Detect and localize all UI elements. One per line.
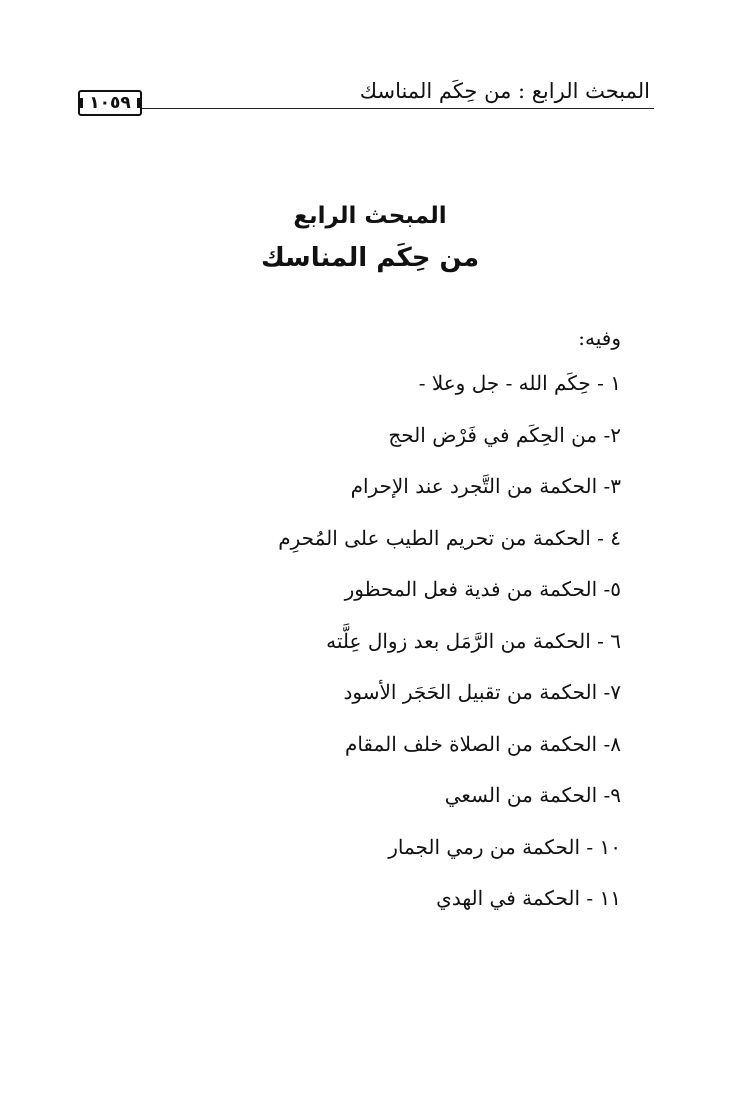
toc-item-text: الحكمة من التَّجرد عند الإحرام — [350, 474, 598, 498]
toc-item-separator: - — [597, 731, 611, 756]
toc-item — [201, 879, 621, 931]
toc-item-number: ١ — [610, 371, 621, 395]
toc-item-separator: - — [597, 474, 611, 498]
toc-item-number: ١١ — [599, 886, 621, 910]
contents-intro: وفيه: — [578, 326, 621, 350]
toc-item — [201, 828, 621, 880]
toc-item-text: من الحِكَم في فَرْض الحج — [388, 422, 598, 447]
toc-item-number: ٩ — [610, 783, 621, 807]
toc-item-separator: - — [590, 628, 611, 653]
toc-item-separator: - — [580, 886, 600, 910]
toc-item-separator: - — [590, 371, 611, 395]
header-title: المبحث الرابع : من حِكَم المناسك — [359, 79, 650, 103]
section-heading — [220, 196, 520, 280]
toc-item — [201, 364, 621, 416]
toc-item — [201, 570, 621, 622]
page-number: ١٠٥٩ — [78, 90, 142, 116]
contents-list — [201, 318, 621, 931]
section-title-line-2: من حِكَم المناسك — [260, 243, 480, 273]
running-header — [78, 76, 654, 116]
toc-item-number: ٣ — [610, 474, 621, 498]
toc-item-separator: - — [597, 577, 611, 601]
toc-item — [201, 776, 621, 828]
toc-item-separator: - — [597, 680, 611, 704]
toc-item-text: الحكمة من فدية فعل المحظور — [344, 577, 598, 601]
header-rule — [140, 108, 654, 109]
toc-item-separator: - — [597, 422, 611, 447]
toc-item-number: ٦ — [610, 628, 621, 653]
toc-item — [201, 467, 621, 519]
toc-item-separator: - — [590, 525, 611, 550]
toc-item-number: ٢ — [610, 422, 621, 447]
toc-list — [201, 364, 621, 931]
toc-item — [201, 622, 621, 674]
toc-item-text: الحكمة من رمي الجمار — [388, 834, 581, 859]
toc-item-text: حِكَم الله - جل وعلا - — [418, 371, 591, 395]
toc-item-number: ٥ — [610, 577, 621, 601]
toc-item-text: الحكمة من الصلاة خلف المقام — [344, 731, 598, 756]
toc-item — [201, 519, 621, 571]
toc-item-number: ٤ — [610, 525, 621, 550]
toc-item-text: الحكمة من تقبيل الحَجَر الأسود — [343, 680, 598, 704]
toc-item-text: الحكمة في الهدي — [436, 886, 581, 910]
toc-item-number: ٨ — [610, 731, 621, 756]
toc-item-separator: - — [580, 834, 600, 859]
section-title-line-1: المبحث الرابع — [293, 203, 447, 229]
toc-item-text: الحكمة من السعي — [444, 783, 598, 807]
toc-item — [201, 673, 621, 725]
toc-item — [201, 416, 621, 468]
toc-item-number: ١٠ — [599, 834, 621, 859]
toc-item-separator: - — [597, 783, 611, 807]
toc-item-text: الحكمة من الرَّمَل بعد زوال عِلَّته — [326, 628, 591, 653]
toc-item — [201, 725, 621, 777]
toc-item-number: ٧ — [610, 680, 621, 704]
toc-item-text: الحكمة من تحريم الطيب على المُحرِم — [278, 525, 591, 550]
